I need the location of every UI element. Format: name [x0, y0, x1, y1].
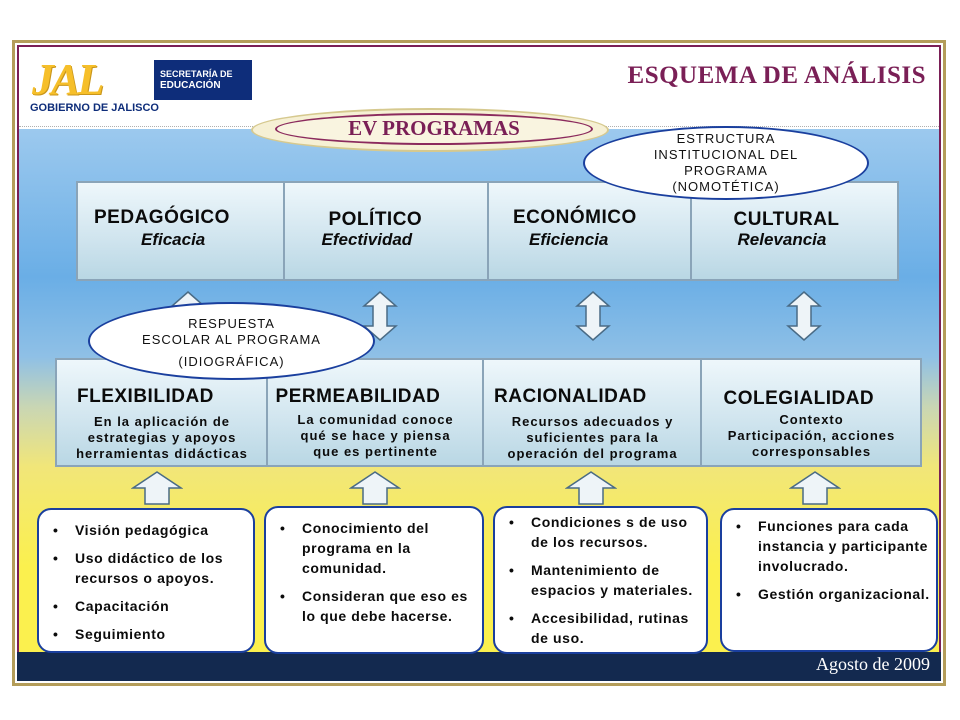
- logo-mark: JAL: [32, 55, 102, 104]
- oval-line: ESTRUCTURA: [676, 131, 776, 146]
- dimension-quality: Efectividad: [321, 230, 413, 249]
- double-arrow-icon: [784, 290, 824, 342]
- dimension-name: PEDAGÓGICO: [94, 207, 230, 228]
- oval-line: INSTITUCIONAL DEL: [653, 147, 799, 162]
- indicator-box: [720, 508, 938, 652]
- list-item: • Accesibilidad, rutinas de uso.: [531, 608, 700, 648]
- criterion-name: COLEGIALIDAD: [723, 388, 875, 409]
- oval-line: (NOMOTÉTICA): [672, 179, 780, 194]
- logo-dept-line1: SECRETARÍA DE: [160, 69, 233, 79]
- oval-line: RESPUESTA: [188, 316, 275, 331]
- dimension-quality: Eficiencia: [529, 230, 609, 249]
- criterion-desc-line: La comunidad conoce: [297, 412, 454, 427]
- criterion-desc-line: Participación, acciones: [727, 428, 896, 443]
- criterion-cell: [484, 360, 701, 465]
- criterion-desc-line: En la aplicación de: [93, 414, 231, 429]
- dimension-name: POLÍTICO: [328, 209, 423, 230]
- oval-line: (IDIOGRÁFICA): [178, 354, 285, 369]
- criterion-name: RACIONALIDAD: [494, 386, 647, 407]
- criterion-cell: [268, 360, 485, 465]
- oval-line: ESCOLAR AL PROGRAMA: [142, 332, 321, 347]
- list-item: • Mantenimiento de espacios y materiales.: [531, 560, 700, 600]
- indicator-list: [266, 508, 482, 626]
- list-item: • Gestión organizacional.: [758, 584, 930, 604]
- double-arrow-icon: [573, 290, 613, 342]
- indicator-list: [722, 510, 936, 604]
- indicator-list: [495, 508, 706, 648]
- dimension-cell: [78, 183, 285, 279]
- criterion-desc-line: estrategias y apoyos: [87, 430, 237, 445]
- indicator-list: [39, 510, 253, 644]
- list-item: • Conocimiento del programa en la comunidad.: [302, 518, 476, 578]
- criterion-desc-line: corresponsables: [752, 444, 872, 459]
- indicator-box: [264, 506, 484, 654]
- criterion-desc-line: que es pertinente: [313, 444, 438, 459]
- criterion-desc: [268, 412, 484, 460]
- up-arrow-icon: [565, 470, 617, 506]
- up-arrow-icon: [789, 470, 841, 506]
- dimension-quality: Relevancia: [737, 230, 827, 249]
- criterion-desc: [702, 412, 922, 460]
- idiographic-oval: [88, 302, 375, 380]
- list-item: • Consideran que eso es lo que debe hacerse.: [302, 586, 476, 626]
- list-item: • Seguimiento: [75, 624, 247, 644]
- criterion-desc-line: Contexto: [779, 412, 844, 427]
- dimension-quality: Eficacia: [141, 230, 206, 249]
- list-item: • Funciones para cada instancia y participante involucrado.: [758, 516, 930, 576]
- criterion-desc-line: qué se hace y piensa: [300, 428, 451, 443]
- criterion-name: PERMEABILIDAD: [275, 386, 441, 407]
- up-arrow-icon: [349, 470, 401, 506]
- dimension-name: ECONÓMICO: [513, 207, 637, 228]
- criterion-cell: [702, 360, 920, 465]
- criterion-desc: [57, 414, 267, 462]
- list-item: • Capacitación: [75, 596, 247, 616]
- criterion-desc-line: Recursos adecuados y: [511, 414, 674, 429]
- program-label: EV PROGRAMAS: [348, 116, 520, 140]
- list-item: • Uso didáctico de los recursos o apoyos.: [75, 548, 247, 588]
- nomothetic-oval: [583, 126, 869, 200]
- list-item: • Condiciones s de uso de los recursos.: [531, 512, 700, 552]
- up-arrow-icon: [131, 470, 183, 506]
- criterion-desc: [484, 414, 701, 462]
- criterion-name: FLEXIBILIDAD: [77, 386, 214, 407]
- logo-government: GOBIERNO DE JALISCO: [30, 102, 159, 114]
- dimension-name: CULTURAL: [733, 209, 840, 230]
- oval-line: PROGRAMA: [684, 163, 768, 178]
- date-label: Agosto de 2009: [816, 654, 930, 674]
- page-title: ESQUEMA DE ANÁLISIS: [627, 62, 926, 89]
- logo-department-panel: [154, 60, 252, 100]
- indicator-box: [37, 508, 255, 653]
- criterion-desc-line: operación del programa: [507, 446, 678, 461]
- indicator-box: [493, 506, 708, 654]
- logo-dept-line2: EDUCACIÓN: [160, 80, 221, 91]
- list-item: • Visión pedagógica: [75, 520, 247, 540]
- criterion-desc-line: herramientas didácticas: [76, 446, 248, 461]
- criterion-desc-line: suficientes para la: [526, 430, 659, 445]
- dimension-cell: [489, 183, 692, 279]
- dimension-cell: [285, 183, 489, 279]
